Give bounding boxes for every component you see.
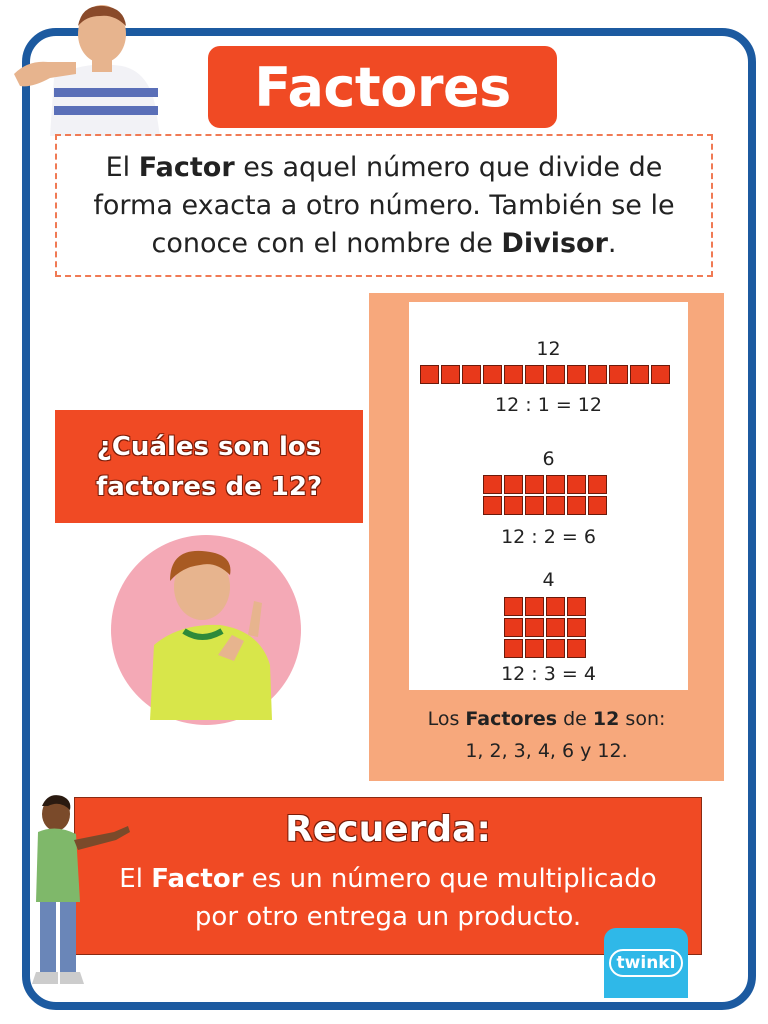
summary-line-1: Los Factores de 12 son: — [427, 708, 666, 730]
block — [525, 365, 544, 384]
block — [504, 475, 523, 494]
example-3-equation: 12 : 3 = 4 — [501, 663, 596, 685]
question-banner — [55, 410, 363, 523]
twinkl-logo-text: twinkl — [609, 949, 684, 977]
block — [546, 365, 565, 384]
block — [567, 597, 586, 616]
block — [546, 618, 565, 637]
example-2-equation: 12 : 2 = 6 — [501, 526, 596, 548]
reminder-title: Recuerda: — [285, 809, 491, 850]
block — [483, 496, 502, 515]
block — [504, 618, 523, 637]
example-3-quotient: 4 — [542, 569, 555, 591]
example-1-blocks — [420, 365, 670, 384]
block — [504, 597, 523, 616]
block — [651, 365, 670, 384]
block — [588, 365, 607, 384]
block — [483, 475, 502, 494]
block — [609, 365, 628, 384]
block — [420, 365, 439, 384]
block — [567, 618, 586, 637]
block — [567, 639, 586, 658]
definition-box — [55, 134, 713, 277]
definition-text: El Factor es aquel número que divide de forma exacta a otro número. También se le conoce con el nombre de Divisor. — [93, 151, 675, 259]
block — [546, 597, 565, 616]
factors-panel — [369, 293, 724, 781]
man-pointing-illustration — [10, 0, 160, 136]
block — [483, 365, 502, 384]
block — [504, 365, 523, 384]
boy-thinking-illustration — [140, 545, 280, 720]
block — [525, 639, 544, 658]
block — [588, 496, 607, 515]
block — [567, 365, 586, 384]
block — [588, 475, 607, 494]
block — [546, 496, 565, 515]
block — [525, 496, 544, 515]
page-title: Factores — [254, 55, 511, 119]
block — [504, 496, 523, 515]
example-1-quotient: 12 — [536, 338, 561, 360]
boy-standing-illustration — [18, 792, 133, 992]
block — [525, 475, 544, 494]
block — [546, 639, 565, 658]
example-2-blocks — [483, 475, 607, 515]
example-1-equation: 12 : 1 = 12 — [495, 394, 602, 416]
question-text: ¿Cuáles son los factores de 12? — [95, 431, 323, 502]
factors-summary — [369, 703, 724, 767]
twinkl-logo — [604, 928, 688, 998]
block — [567, 475, 586, 494]
example-3-blocks — [504, 597, 586, 658]
block — [546, 475, 565, 494]
block — [441, 365, 460, 384]
summary-list: 1, 2, 3, 4, 6 y 12. — [465, 740, 628, 762]
page-title-banner — [208, 46, 557, 128]
example-2-quotient: 6 — [542, 448, 555, 470]
factors-examples-card — [409, 302, 688, 690]
block — [525, 618, 544, 637]
reminder-text: El Factor es un número que multiplicado por otro entrega un producto. — [119, 864, 657, 932]
block — [462, 365, 481, 384]
block — [504, 639, 523, 658]
block — [567, 496, 586, 515]
block — [630, 365, 649, 384]
block — [525, 597, 544, 616]
